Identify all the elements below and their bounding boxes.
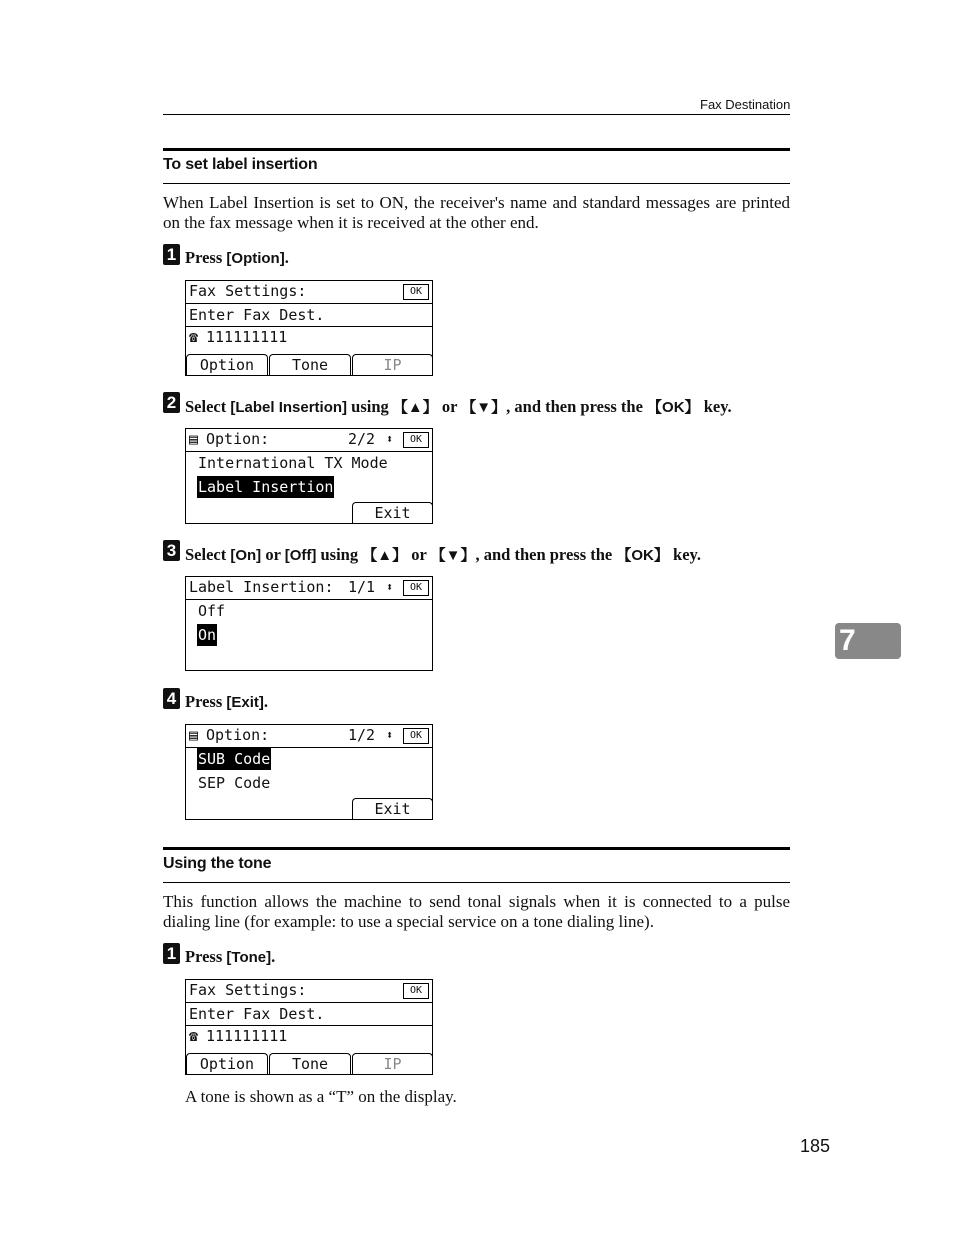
lcd-display-option-1: ▤ Option: 1/2 ⬍ OK SUB Code SEP Code Exit bbox=[185, 724, 433, 820]
ok-icon: OK bbox=[403, 728, 429, 744]
section-paragraph: This function allows the machine to send tonal signals when it is connected to a pulse dialing line (for example: to use a special service on a tone dialing line). bbox=[163, 892, 790, 931]
updown-arrow-icon: ⬍ bbox=[386, 728, 394, 742]
page-number: 185 bbox=[800, 1136, 831, 1156]
menu-item[interactable]: Off bbox=[198, 602, 226, 620]
lcd-title: Fax Settings: bbox=[189, 282, 307, 300]
section-rule-bottom bbox=[163, 183, 790, 184]
menu-icon: ▤ bbox=[189, 726, 199, 744]
section-rule-top bbox=[163, 148, 790, 151]
lcd-display-fax-settings: Fax Settings: OK Enter Fax Dest. ☎ 111111111 Option Tone IP bbox=[185, 979, 433, 1075]
ok-icon: OK bbox=[403, 284, 429, 300]
section-rule-top bbox=[163, 847, 790, 850]
header-rule bbox=[163, 114, 790, 115]
step-instruction: Press [Option]. bbox=[185, 248, 289, 267]
menu-item-selected[interactable]: SUB Code bbox=[198, 750, 271, 768]
ok-icon: OK bbox=[403, 580, 429, 596]
section-rule-bottom bbox=[163, 882, 790, 883]
exit-softkey[interactable]: Exit bbox=[352, 798, 433, 819]
lcd-display-option-2: ▤ Option: 2/2 ⬍ OK International TX Mode Label Insertion Exit bbox=[185, 428, 433, 524]
step-number: 4 bbox=[163, 688, 180, 709]
running-head: Fax Destination bbox=[700, 97, 791, 112]
step-number: 1 bbox=[163, 244, 180, 265]
chapter-tab: 7 bbox=[835, 623, 901, 659]
ip-softkey[interactable]: IP bbox=[352, 354, 433, 375]
phone-icon: ☎ bbox=[189, 1027, 199, 1045]
updown-arrow-icon: ⬍ bbox=[386, 432, 394, 446]
exit-softkey[interactable]: Exit bbox=[352, 502, 433, 523]
section-title: To set label insertion bbox=[163, 156, 318, 173]
ip-softkey[interactable]: IP bbox=[352, 1053, 433, 1074]
menu-item-selected[interactable]: On bbox=[198, 626, 217, 644]
menu-item-selected[interactable]: Label Insertion bbox=[198, 478, 334, 496]
lcd-display-label-insertion: Label Insertion: 1/1 ⬍ OK Off On bbox=[185, 576, 433, 671]
section-paragraph: When Label Insertion is set to ON, the receiver's name and standard messages are printed on the fax message when it is received at the other end. bbox=[163, 193, 790, 232]
step-number: 1 bbox=[163, 943, 180, 964]
step-instruction: Press [Exit]. bbox=[185, 692, 269, 711]
lcd-display-fax-settings: Fax Settings: OK Enter Fax Dest. ☎ 111111111 Option Tone IP bbox=[185, 280, 433, 376]
tone-softkey[interactable]: Tone bbox=[269, 1053, 351, 1074]
key-label: [Option] bbox=[226, 250, 285, 267]
note-text: A tone is shown as a “T” on the display. bbox=[185, 1087, 457, 1106]
updown-arrow-icon: ⬍ bbox=[386, 580, 394, 594]
step-instruction: Select [On] or [Off] using 【▲】 or 【▼】, and then press the 【OK】 key. bbox=[185, 545, 701, 564]
phone-icon: ☎ bbox=[189, 328, 199, 346]
step-instruction: Select [Label Insertion] using 【▲】 or 【▼】, and then press the 【OK】 key. bbox=[185, 397, 732, 416]
tone-softkey[interactable]: Tone bbox=[269, 354, 351, 375]
step-number: 2 bbox=[163, 392, 180, 413]
menu-item[interactable]: SEP Code bbox=[198, 774, 271, 792]
ok-icon: OK bbox=[403, 432, 429, 448]
option-softkey[interactable]: Option bbox=[186, 1053, 268, 1074]
ok-icon: OK bbox=[403, 983, 429, 999]
menu-item[interactable]: International TX Mode bbox=[198, 454, 388, 472]
option-softkey[interactable]: Option bbox=[186, 354, 268, 375]
step-instruction: Press [Tone]. bbox=[185, 947, 276, 966]
section-title: Using the tone bbox=[163, 855, 272, 872]
step-number: 3 bbox=[163, 540, 180, 561]
menu-icon: ▤ bbox=[189, 430, 199, 448]
